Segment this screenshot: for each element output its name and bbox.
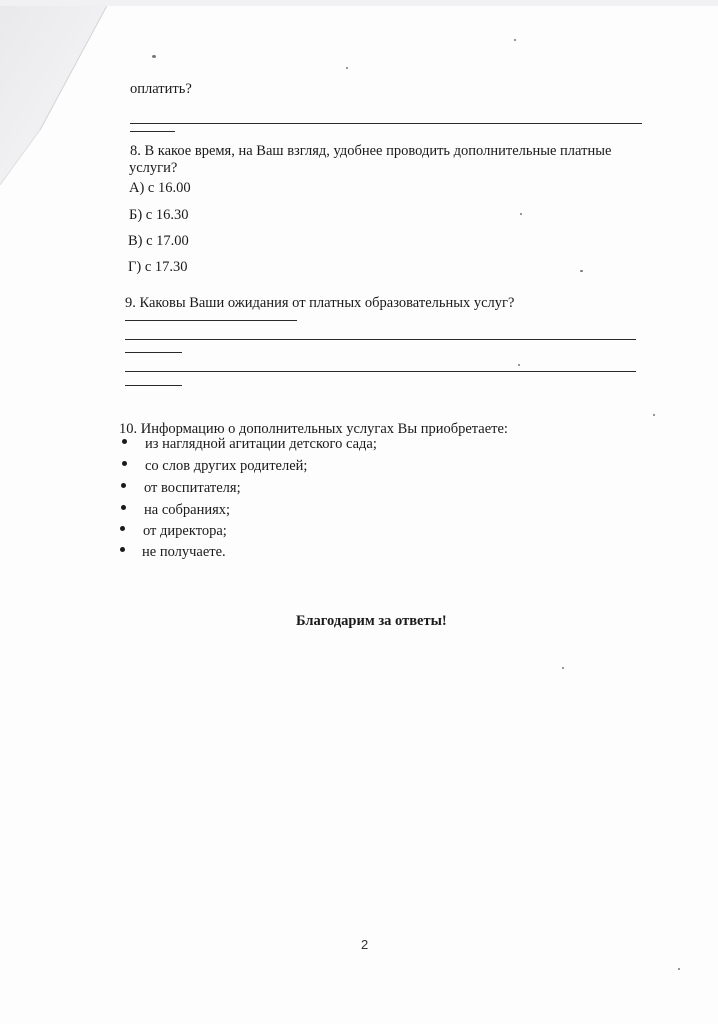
question-10-option-1: из наглядной агитации детского сада; — [145, 436, 377, 452]
question-9-text: 9. Каковы Ваши ожидания от платных образовательных услуг? — [125, 295, 515, 311]
bullet-icon — [122, 439, 127, 444]
answer-line-short — [130, 131, 175, 132]
bullet-icon — [120, 547, 125, 552]
question-10-option-5: от директора; — [143, 523, 227, 539]
scan-speck — [514, 39, 516, 41]
answer-line-short — [125, 352, 182, 353]
answer-line — [125, 339, 636, 340]
scan-speck — [518, 364, 520, 366]
answer-line-short — [125, 385, 182, 386]
question-10-option-2: со слов других родителей; — [145, 458, 308, 474]
answer-line — [125, 320, 297, 321]
closing-text: Благодарим за ответы! — [296, 613, 447, 629]
scan-speck — [346, 67, 348, 69]
scan-speck — [520, 213, 522, 215]
question-10-option-6: не получаете. — [142, 544, 226, 560]
bullet-icon — [122, 461, 127, 466]
question-8-option-a: А) с 16.00 — [129, 180, 191, 196]
bullet-icon — [120, 526, 125, 531]
question-8-option-b: Б) с 16.30 — [129, 207, 189, 223]
question-10-option-3: от воспитателя; — [144, 480, 241, 496]
bullet-icon — [121, 483, 126, 488]
question-8-line-2: услуги? — [129, 160, 178, 176]
bullet-icon — [121, 505, 126, 510]
question-10-text: 10. Информацию о дополнительных услугах Вы приобретаете: — [119, 421, 508, 437]
scan-speck — [580, 270, 583, 272]
scan-speck — [678, 968, 680, 970]
question-8-option-d: Г) с 17.30 — [128, 259, 188, 275]
question-8-option-c: В) с 17.00 — [128, 233, 189, 249]
answer-line — [130, 123, 642, 124]
answer-line — [125, 371, 636, 372]
question-8-line-1: 8. В какое время, на Ваш взгляд, удобнее проводить дополнительные платные — [130, 143, 612, 159]
scan-speck — [562, 667, 564, 669]
scan-speck — [152, 55, 156, 58]
continuation-text: оплатить? — [130, 81, 192, 97]
question-10-option-4: на собраниях; — [144, 502, 231, 518]
scan-speck — [653, 414, 655, 416]
page-number: 2 — [361, 937, 369, 952]
